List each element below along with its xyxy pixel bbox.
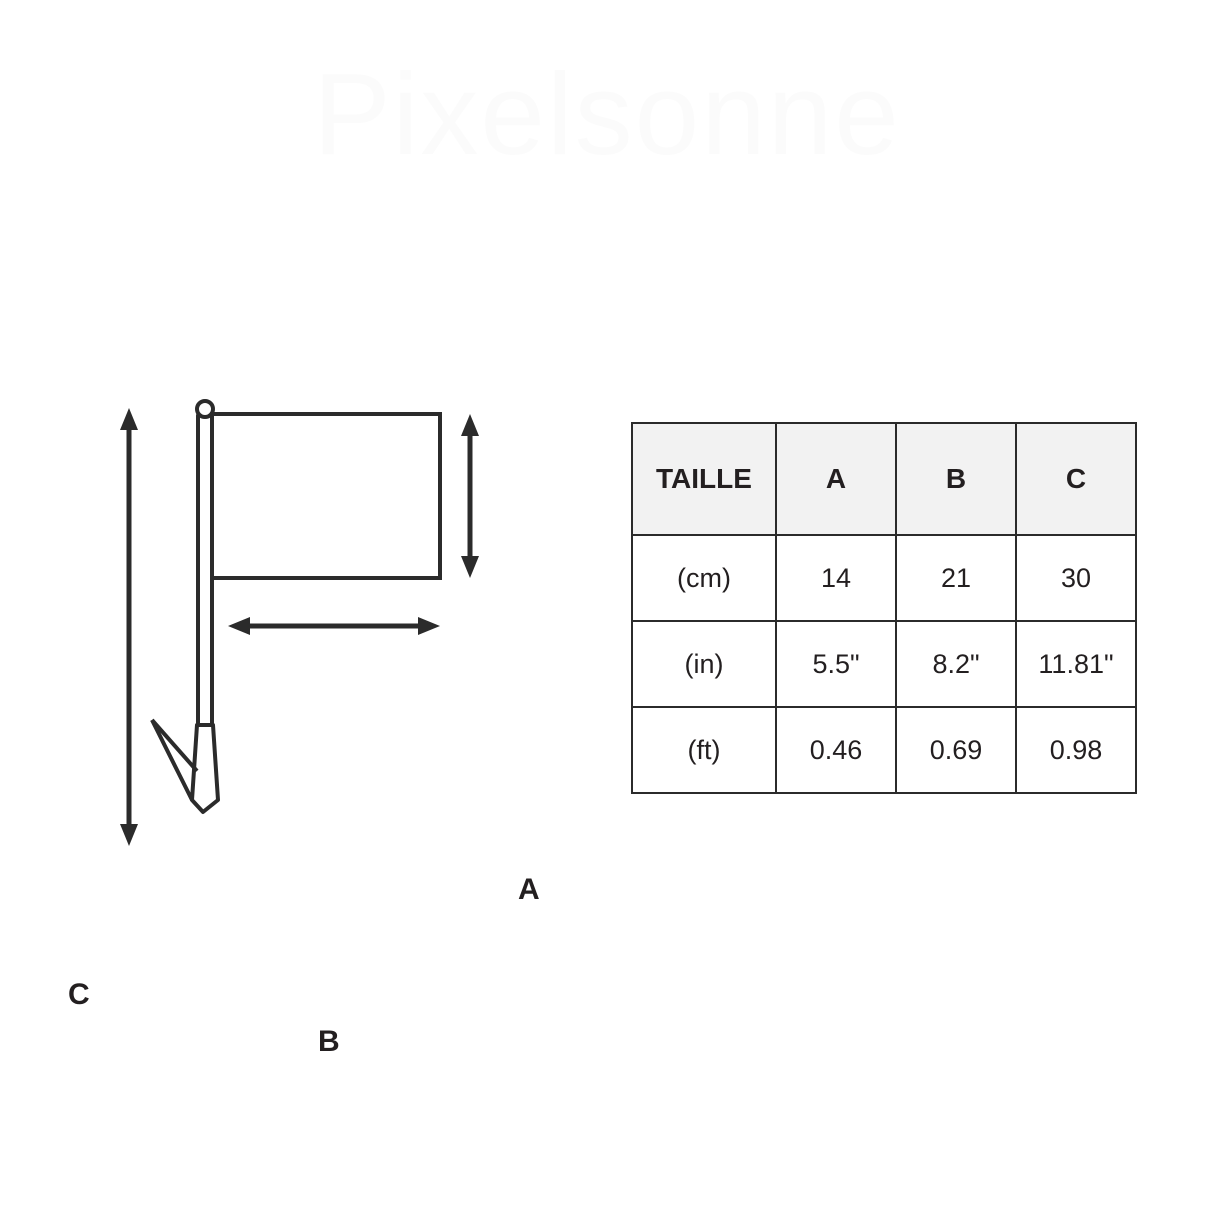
table-header-taille: TAILLE (632, 423, 776, 535)
cell-b: 0.69 (896, 707, 1016, 793)
table-header-c: C (1016, 423, 1136, 535)
arrowhead-b-left (228, 617, 250, 635)
table-header-a: A (776, 423, 896, 535)
cell-c: 30 (1016, 535, 1136, 621)
flag-clip-base (152, 720, 218, 812)
size-table (631, 422, 1137, 794)
table-row (632, 535, 1136, 621)
arrowhead-a-top (461, 414, 479, 436)
flag-dimension-diagram (40, 380, 600, 1058)
cell-a: 14 (776, 535, 896, 621)
arrowhead-c-bottom (120, 824, 138, 846)
table-row (632, 707, 1136, 793)
cell-unit: (ft) (632, 707, 776, 793)
cell-unit: (cm) (632, 535, 776, 621)
dimension-label-b: B (318, 1025, 340, 1058)
dimension-label-a: A (518, 873, 540, 906)
size-table-wrapper (631, 422, 1137, 794)
table-header-b: B (896, 423, 1016, 535)
cell-c: 0.98 (1016, 707, 1136, 793)
cell-b: 8.2" (896, 621, 1016, 707)
cell-c: 11.81" (1016, 621, 1136, 707)
table-row (632, 621, 1136, 707)
dimension-label-c: C (68, 978, 90, 1011)
watermark-text: Pixelsonne (313, 49, 901, 179)
arrowhead-c-top (120, 408, 138, 430)
flag-panel (212, 414, 440, 578)
cell-a: 5.5" (776, 621, 896, 707)
arrowhead-b-right (418, 617, 440, 635)
cell-unit: (in) (632, 621, 776, 707)
table-header-row (632, 423, 1136, 535)
arrowhead-a-bottom (461, 556, 479, 578)
cell-b: 21 (896, 535, 1016, 621)
cell-a: 0.46 (776, 707, 896, 793)
diagram-svg (40, 380, 600, 880)
